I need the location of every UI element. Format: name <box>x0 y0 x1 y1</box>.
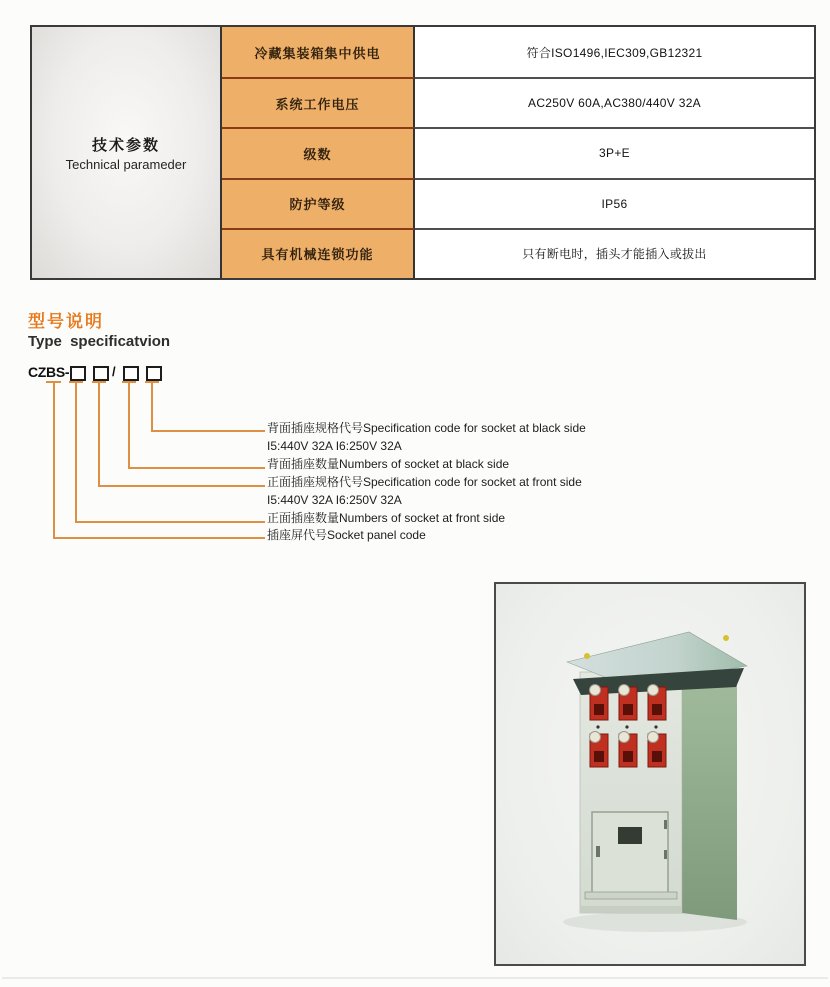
roof-latch-right <box>723 635 729 641</box>
socket-2-slot <box>623 704 633 715</box>
socket-6-slot <box>652 751 662 762</box>
table-title-cn: 技术参数 <box>91 136 160 154</box>
model-code-box-1 <box>70 366 86 381</box>
door-hinge-bottom <box>664 850 667 859</box>
socket-2-plug <box>619 685 630 696</box>
socket-5-plug <box>619 732 630 743</box>
connector-hline-2 <box>128 467 265 469</box>
screw-2 <box>625 725 628 728</box>
code-label-back-count: 背面插座数量Numbers of socket at black side <box>267 457 510 471</box>
door-sill <box>585 892 677 899</box>
model-code-diagram <box>28 364 688 554</box>
cabinet-door <box>592 812 668 894</box>
connector-hline-3 <box>98 485 265 487</box>
table-header-cell <box>32 27 222 278</box>
cabinet-base-edge <box>580 906 682 913</box>
row-label-mechanical-interlock: 具有机械连锁功能 <box>222 228 415 278</box>
connector-vline-box3 <box>128 383 130 469</box>
door-hinge-top <box>664 820 667 829</box>
row-label-poles: 级数 <box>222 127 415 177</box>
connector-hline-1 <box>151 430 265 432</box>
screw-3 <box>654 725 657 728</box>
socket-4-plug <box>590 732 601 743</box>
cabinet-side-panel <box>682 664 737 920</box>
row-label-system-voltage: 系统工作电压 <box>222 77 415 127</box>
socket-row-2 <box>590 732 667 768</box>
connector-hline-5 <box>53 537 265 539</box>
row-label-refrigerated-supply: 冷藏集装箱集中供电 <box>222 27 415 77</box>
model-code-box-2 <box>93 366 109 381</box>
code-label-panel-code: 插座屏代号Socket panel code <box>267 528 426 542</box>
type-section-title-cn: 型号说明 <box>28 312 104 331</box>
code-label-front-count: 正面插座数量Numbers of socket at front side <box>267 511 506 525</box>
code-label-back-spec-sub: I5:440V 32A I6:250V 32A <box>267 439 402 453</box>
connector-hline-4 <box>75 521 265 523</box>
socket-3-plug <box>648 685 659 696</box>
connector-vline-prefix <box>53 383 55 539</box>
socket-5-slot <box>623 751 633 762</box>
row-value-refrigerated-supply: 符合ISO1496,IEC309,GB12321 <box>415 27 814 77</box>
code-label-back-spec: 背面插座规格代号Specification code for socket at black side <box>267 421 586 435</box>
cabinet-photo <box>496 584 804 964</box>
row-value-mechanical-interlock: 只有断电时，插头才能插入或拔出 <box>415 228 814 278</box>
socket-6-plug <box>648 732 659 743</box>
screw-1 <box>596 725 599 728</box>
model-code-box-3 <box>123 366 139 381</box>
cabinet-photo-frame <box>494 582 806 966</box>
connector-vline-box4 <box>151 383 153 432</box>
socket-3-slot <box>652 704 662 715</box>
socket-4-slot <box>594 751 604 762</box>
door-handle <box>596 846 600 857</box>
type-section-title-en: Type specificatvion <box>28 333 171 350</box>
connector-vline-box2 <box>98 383 100 487</box>
code-label-front-spec-sub: I5:440V 32A I6:250V 32A <box>267 493 402 507</box>
page-bottom-artifact <box>2 977 828 979</box>
row-value-system-voltage: AC250V 60A,AC380/440V 32A <box>415 77 814 127</box>
roof-latch-left <box>584 653 590 659</box>
row-value-poles: 3P+E <box>415 127 814 177</box>
row-value-protection-degree: IP56 <box>415 178 814 228</box>
socket-1-plug <box>590 685 601 696</box>
model-code-slash: / <box>112 364 116 379</box>
row-label-protection-degree: 防护等级 <box>222 178 415 228</box>
door-window <box>618 827 642 844</box>
table-title-en: Technical parameder <box>65 156 187 172</box>
connector-vline-box1 <box>75 383 77 523</box>
code-label-front-spec: 正面插座规格代号Specification code for socket at front side <box>267 475 582 489</box>
model-code-box-4 <box>146 366 162 381</box>
socket-1-slot <box>594 704 604 715</box>
model-code-prefix: CZBS- <box>28 364 70 380</box>
technical-parameter-table <box>30 25 816 280</box>
socket-row-1 <box>590 685 667 721</box>
